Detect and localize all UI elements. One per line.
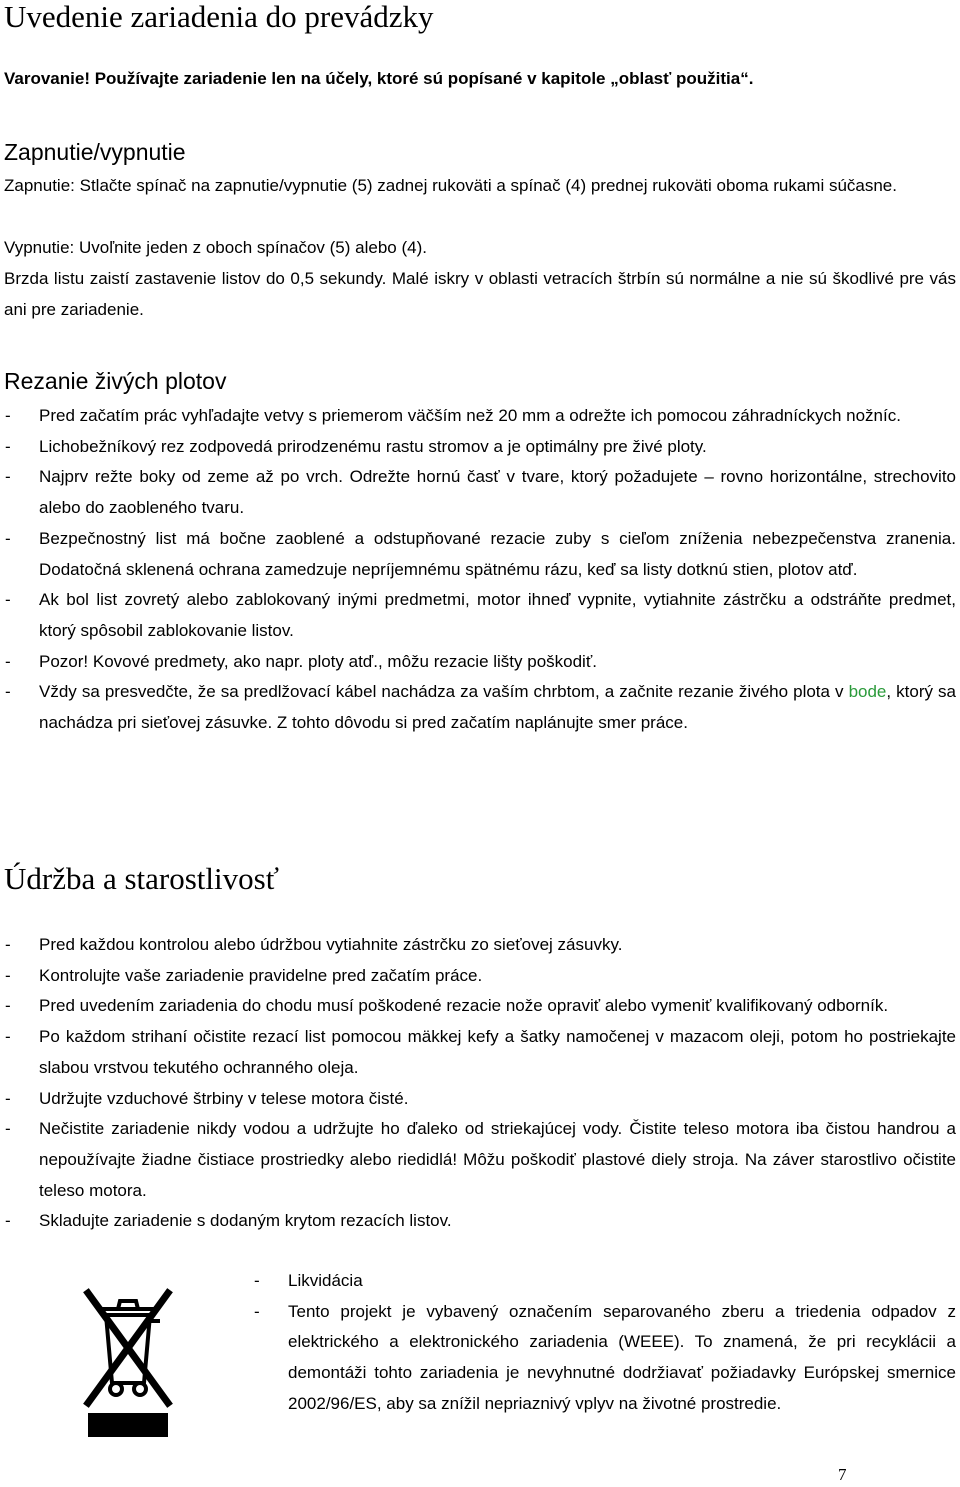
subsection-title-onoff: Zapnutie/vypnutie	[4, 139, 186, 165]
highlight-word: bode	[848, 682, 887, 702]
section-title-maintenance: Údržba a starostlivosť	[4, 861, 279, 896]
crossed-out-wheelie-bin-icon	[82, 1285, 174, 1440]
paragraph-brake: Brzda listu zaistí zastavenie listov do 0,5 sekundy. Malé iskry v oblasti vetracích štrbín sú normálne a nie sú škodlivé pre vás ani pre zariadenie.	[4, 269, 956, 319]
list-item: - Vždy sa presvedčte, že sa predlžovací kábel nachádza za vaším chrbtom, a začnite rezanie živého plota v bode, ktorý sa nachádza pri sieťovej zásuvke. Z tohto dôvodu si pred začatím naplánujte smer práce.	[5, 682, 956, 733]
disposal-list	[254, 1266, 956, 1420]
list-item: - Tento projekt je vybavený označením separovaného zberu a triedenia odpadov z elektrického a elektronického zariadenia (WEEE). To znamená, že pri recyklácii a demontáži tohto zariadenia je nevyhnutné dodržiavať požiadavky Európskej smernice 2002/96/ES, aby sa znížil nepriaznivý vplyv na životné prostredie.	[254, 1301, 956, 1413]
section-title-startup: Uvedenie zariadenia do prevádzky	[4, 0, 434, 34]
list-item: - Pozor! Kovové predmety, ako napr. ploty atď., môžu rezacie lišty poškodiť.	[5, 651, 597, 671]
list-item: - Kontrolujte vaše zariadenie pravidelne pred začatím práce.	[5, 965, 483, 985]
list-item: - Skladujte zariadenie s dodaným krytom rezacích listov.	[5, 1211, 452, 1231]
page-number: 7	[838, 1465, 847, 1484]
list-item: - Pred každou kontrolou alebo údržbou vytiahnite zástrčku zo sieťovej zásuvky.	[5, 935, 623, 954]
warning-text: Varovanie! Používajte zariadenie len na účely, ktoré sú popísané v kapitole „oblasť použitia“.	[4, 69, 754, 88]
paragraph-switch-on: Zapnutie: Stlačte spínač na zapnutie/vypnutie (5) zadnej rukoväti a spínač (4) prednej rukoväti oboma rukami súčasne.	[4, 176, 897, 195]
list-item: - Pred uvedením zariadenia do chodu musí poškodené rezacie nože opraviť alebo vymeniť kvalifikovaný odborník.	[5, 996, 889, 1016]
list-item: - Nečistite zariadenie nikdy vodou a udržujte ho ďaleko od striekajúcej vody. Čistite teleso motora iba čistou handrou a nepoužívajte žiadne čistiace prostriedky alebo riedidlá! Môžu poškodiť plastové diely stroja. Na záver starostlivo očistite teleso motora.	[5, 1119, 956, 1200]
list-item: - Najprv režte boky od zeme až po vrch. Odrežte hornú časť v tvare, ktorý požadujete – rovno horizontálne, strechovito alebo do zaobleného tvaru.	[5, 467, 956, 518]
subsection-title-hedges: Rezanie živých plotov	[4, 368, 227, 394]
maintenance-list	[5, 930, 956, 1237]
list-item: - Likvidácia	[254, 1271, 363, 1290]
list-item: - Bezpečnostný list má bočne zaoblené a odstupňované rezacie zuby s cieľom zníženia nebezpečenstva zranenia. Dodatočná sklenená ochrana zamedzuje nepríjemnému spätnému rázu, keď sa listy dotknú stien, plotov atď.	[5, 528, 956, 579]
hedges-list	[5, 401, 956, 739]
list-item: - Po každom strihaní očistite rezací list pomocou mäkkej kefy a šatky namočenej v mazacom oleji, potom ho postriekajte slabou vrstvou tekutého ochranného oleja.	[5, 1027, 956, 1077]
list-item: - Udržujte vzduchové štrbiny v telese motora čisté.	[5, 1088, 409, 1108]
list-item: - Ak bol list zovretý alebo zablokovaný inými predmetmi, motor ihneď vypnite, vytiahnite zástrčku a odstráňte predmet, ktorý spôsobil zablokovanie listov.	[5, 590, 956, 640]
list-item: - Lichobežníkový rez zodpovedá prirodzenému rastu stromov a je optimálny pre živé ploty.	[5, 436, 707, 456]
list-item: - Pred začatím prác vyhľadajte vetvy s priemerom väčším než 20 mm a odrežte ich pomocou záhradníckych nožníc.	[5, 406, 901, 425]
paragraph-switch-off: Vypnutie: Uvoľnite jeden z oboch spínačov (5) alebo (4).	[4, 238, 427, 257]
